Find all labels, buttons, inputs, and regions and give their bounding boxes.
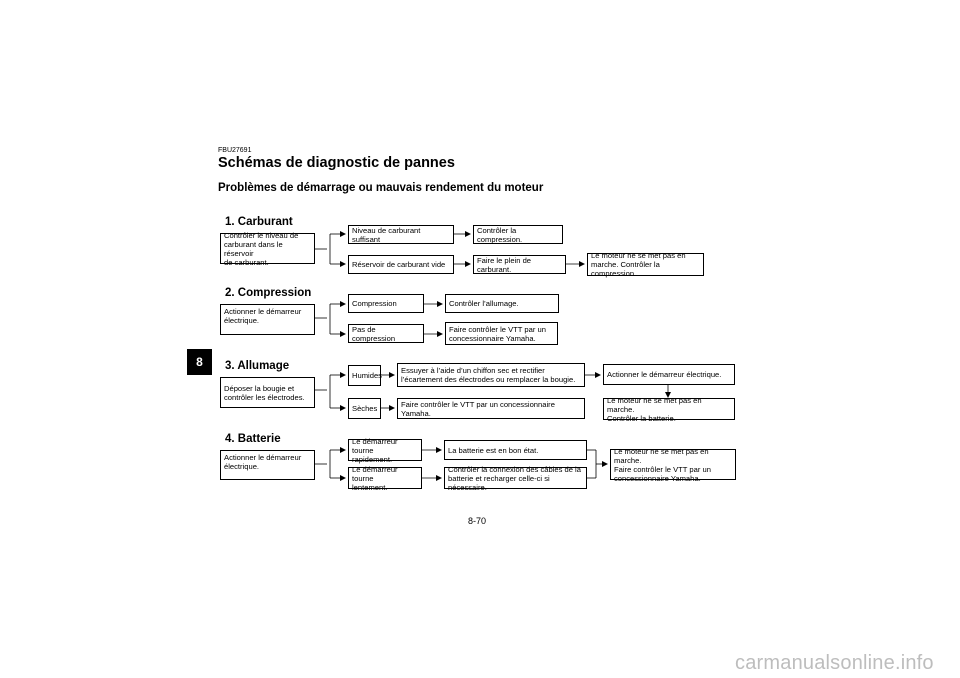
compression-start-box: Actionner le démarreur électrique. <box>220 304 315 335</box>
section-heading-compression: 2. Compression <box>225 287 312 299</box>
section-heading-carburant: 1. Carburant <box>225 216 293 228</box>
allumage-check-battery: Le moteur ne se met pas en marche. Contrôler la batterie. <box>603 398 735 420</box>
batterie-ok: La batterie est en bon état. <box>444 440 587 460</box>
compression-branch-none: Pas de compression <box>348 324 424 343</box>
compression-check-ignition: Contrôler l’allumage. <box>445 294 559 313</box>
reference-code: FBU27691 <box>218 147 252 154</box>
batterie-check-cables: Contrôler la connexion des câbles de la batterie et recharger celle-ci si nécessaire. <box>444 467 587 489</box>
section-heading-allumage: 3. Allumage <box>225 360 290 372</box>
carburant-start-box: Contrôler le niveau de carburant dans le réservoir de carburant. <box>220 233 315 264</box>
carburant-branch-sufficient: Niveau de carburant suffisant <box>348 225 454 244</box>
page-title: Schémas de diagnostic de pannes <box>218 155 455 171</box>
allumage-start-engine: Actionner le démarreur électrique. <box>603 364 735 385</box>
allumage-branch-dry: Sèches <box>348 398 381 419</box>
allumage-dealer-check: Faire contrôler le VTT par un concessionnaire Yamaha. <box>397 398 585 419</box>
carburant-check-compression: Contrôler la compression. <box>473 225 563 244</box>
batterie-branch-slow: Le démarreur tourne lentement. <box>348 467 422 489</box>
page-number: 8-70 <box>468 516 487 526</box>
section-heading-batterie: 4. Batterie <box>225 433 281 445</box>
allumage-branch-wet: Humides <box>348 365 381 386</box>
watermark: carmanualsonline.info <box>735 652 934 674</box>
page-subtitle: Problèmes de démarrage ou mauvais rendement du moteur <box>218 182 544 194</box>
chapter-tab: 8 <box>187 349 212 375</box>
allumage-start-box: Déposer la bougie et contrôler les électrodes. <box>220 377 315 408</box>
compression-branch-ok: Compression <box>348 294 424 313</box>
batterie-dealer-check: Le moteur ne se met pas en marche. Faire contrôler le VTT par un concessionnaire Yamaha. <box>610 449 736 480</box>
carburant-no-start: Le moteur ne se met pas en marche. Contrôler la compression. <box>587 253 704 276</box>
carburant-refuel: Faire le plein de carburant. <box>473 255 566 274</box>
allumage-clean-plug: Essuyer à l’aide d’un chiffon sec et rectifier l’écartement des électrodes ou remplacer la bougie. <box>397 363 585 387</box>
carburant-branch-empty: Réservoir de carburant vide <box>348 255 454 274</box>
batterie-branch-fast: Le démarreur tourne rapidement. <box>348 439 422 461</box>
batterie-start-box: Actionner le démarreur électrique. <box>220 450 315 480</box>
compression-dealer-check: Faire contrôler le VTT par un concessionnaire Yamaha. <box>445 322 558 345</box>
